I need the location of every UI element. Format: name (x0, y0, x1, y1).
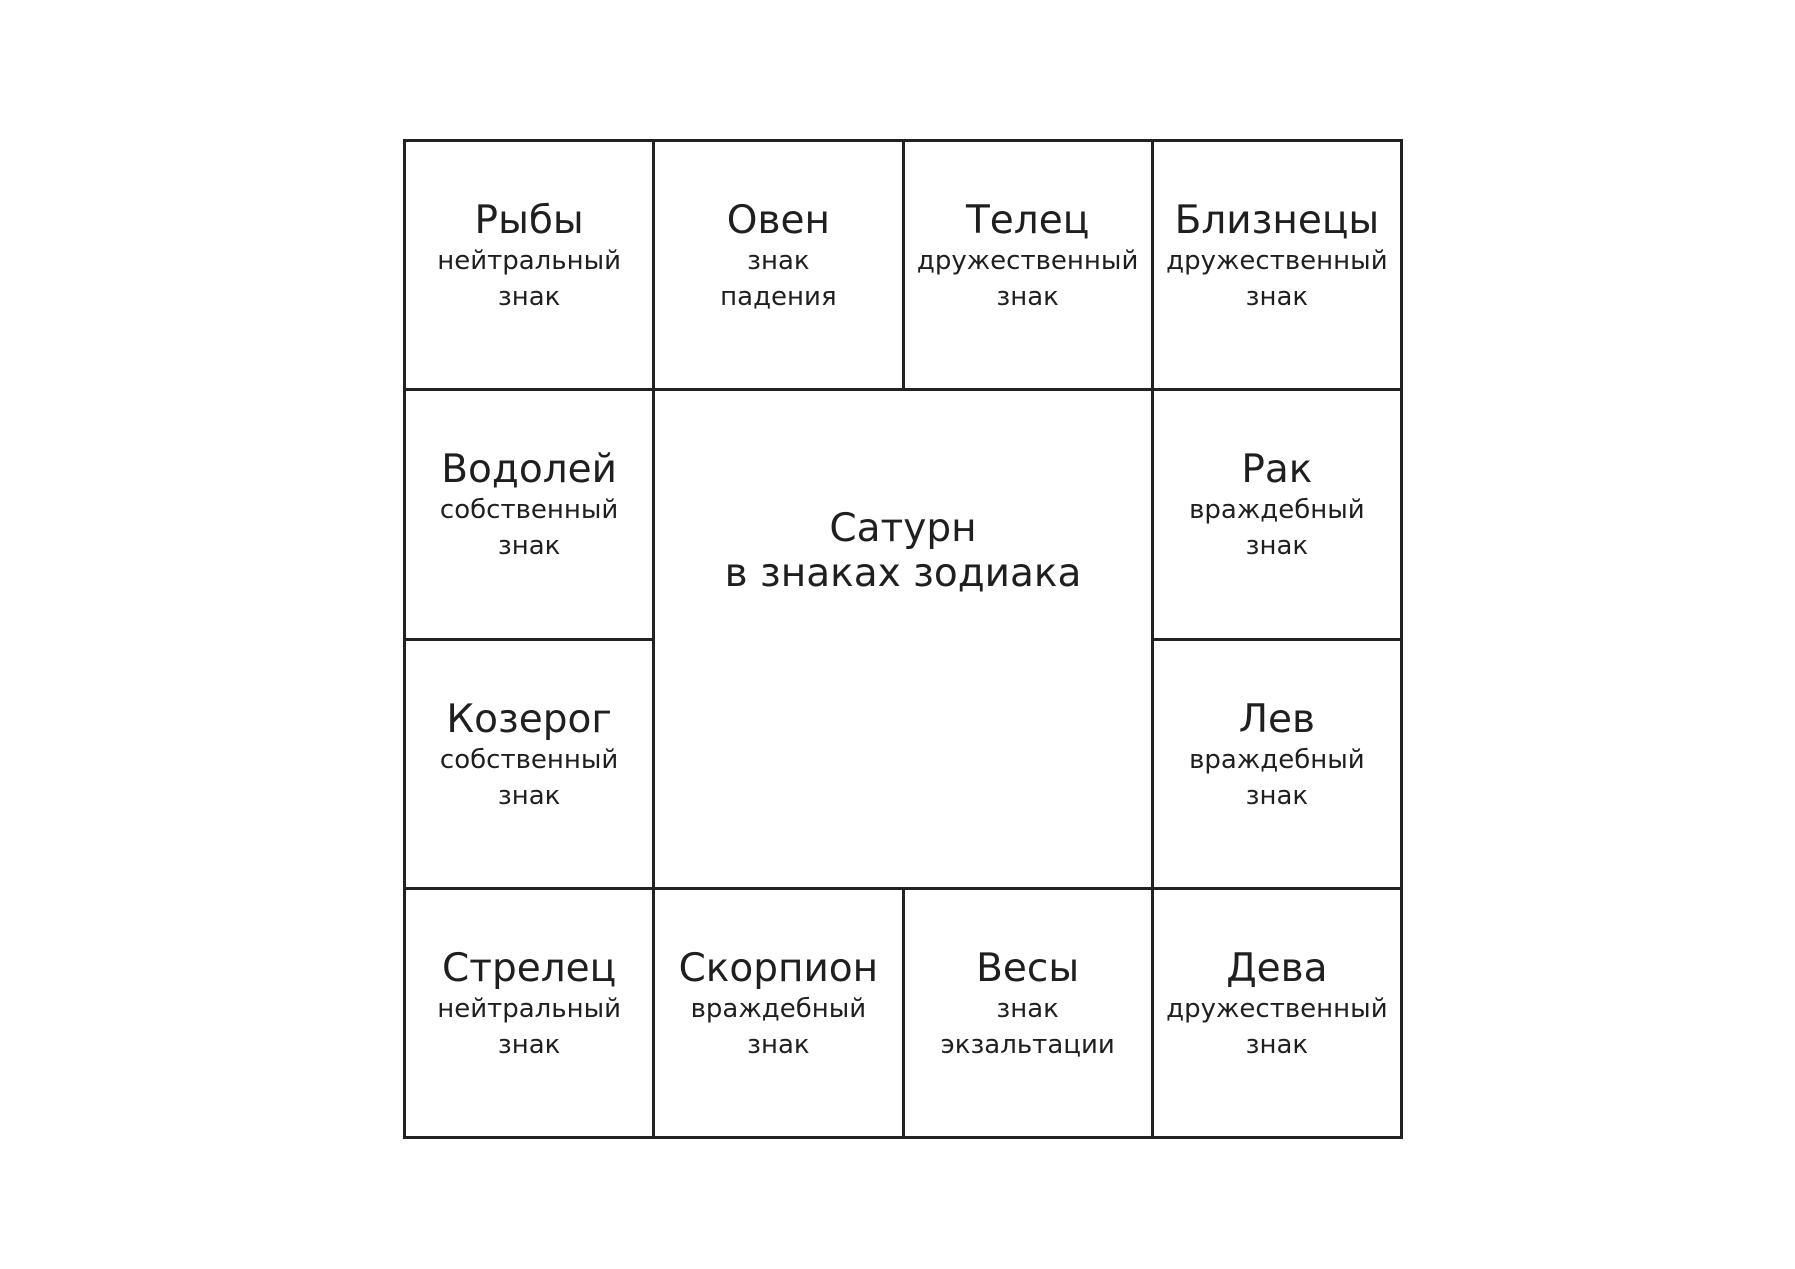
sign-cell-capricorn (406, 641, 655, 890)
sign-name: Дева (1226, 945, 1328, 991)
sign-status: дружественный знак (1166, 993, 1388, 1060)
sign-status: нейтральный знак (437, 993, 622, 1060)
sign-cell-aquarius (406, 391, 655, 640)
sign-cell-cancer (1154, 391, 1403, 640)
sign-cell-pisces (406, 142, 655, 391)
sign-name: Рыбы (474, 198, 584, 243)
sign-cell-leo (1154, 641, 1403, 890)
sign-status: знак падения (720, 246, 837, 312)
sign-status: нейтральный знак (437, 246, 622, 312)
sign-name: Близнецы (1174, 198, 1380, 243)
chart-center-title (655, 391, 1154, 890)
zodiac-chart (403, 139, 1403, 1139)
sign-cell-sagittarius (406, 890, 655, 1139)
sign-status: враждебный знак (1189, 495, 1365, 562)
sign-status: дружественный знак (1166, 246, 1388, 312)
center-title-line-1: Сатурн (829, 506, 977, 552)
sign-name: Рак (1241, 447, 1313, 493)
sign-cell-libra (905, 890, 1154, 1139)
sign-name: Телец (965, 198, 1090, 243)
sign-status: знак экзальтации (940, 993, 1115, 1060)
sign-name: Водолей (441, 447, 617, 493)
sign-status: собственный знак (439, 744, 619, 811)
sign-name: Весы (976, 945, 1080, 991)
sign-name: Скорпион (678, 945, 879, 991)
sign-cell-aries (655, 142, 904, 391)
sign-name: Овен (726, 198, 830, 243)
sign-name: Козерог (446, 696, 612, 742)
sign-cell-scorpio (655, 890, 904, 1139)
sign-name: Стрелец (442, 945, 617, 991)
sign-status: дружественный знак (916, 246, 1139, 312)
center-title-line-2: в знаках зодиака (724, 551, 1082, 597)
sign-name: Лев (1238, 696, 1316, 742)
sign-cell-gemini (1154, 142, 1403, 391)
sign-cell-virgo (1154, 890, 1403, 1139)
sign-status: собственный знак (439, 495, 619, 562)
sign-status: враждебный знак (690, 993, 867, 1060)
sign-cell-taurus (905, 142, 1154, 391)
sign-status: враждебный знак (1189, 744, 1365, 811)
